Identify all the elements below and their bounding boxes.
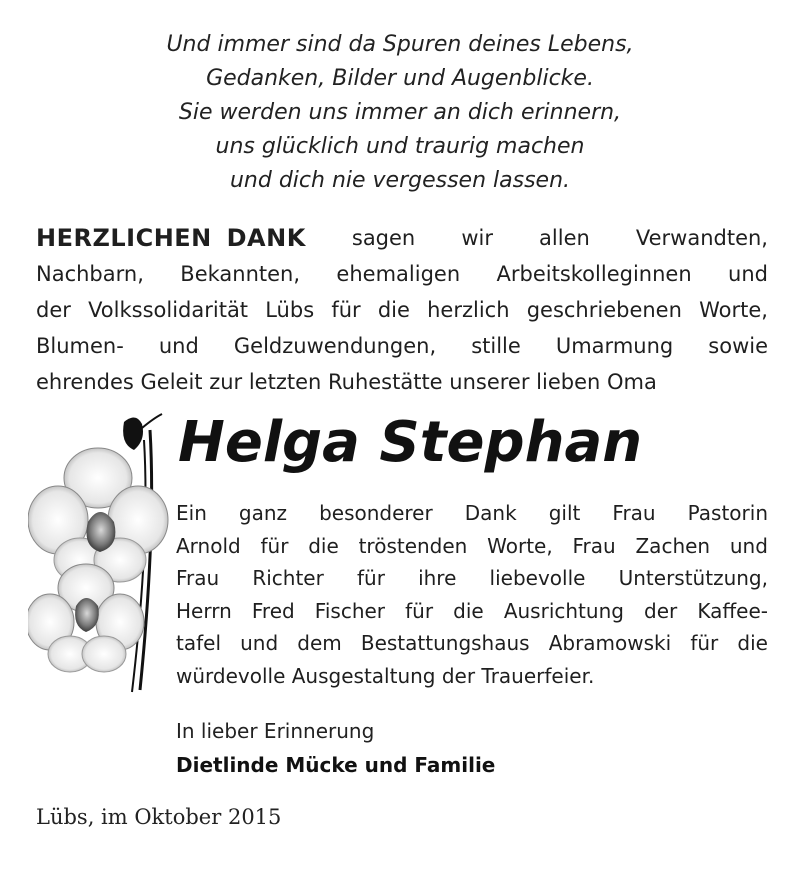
word: für — [690, 631, 719, 655]
word: Bekannten, — [180, 262, 301, 286]
word: die — [377, 298, 410, 322]
word: Worte, — [487, 533, 553, 558]
word: wir — [461, 226, 493, 250]
word: tafel — [176, 631, 221, 655]
word: dem — [297, 631, 342, 655]
word: gilt — [548, 501, 581, 525]
word: Lübs — [265, 298, 315, 322]
word: und — [729, 533, 768, 558]
word: Frau — [176, 566, 220, 590]
word: Richter — [252, 566, 324, 590]
poem-line: Sie werden uns immer an dich erinnern, — [178, 100, 622, 125]
special-thanks-paragraph — [176, 497, 768, 692]
word: Bestattungshaus — [360, 631, 530, 655]
word: allen — [539, 226, 590, 250]
word: und — [158, 334, 199, 358]
word: Frau — [572, 533, 616, 558]
word: stille — [471, 334, 521, 358]
word: Nachbarn, — [36, 262, 144, 286]
poem-line: Gedanken, Bilder und Augenblicke. — [206, 66, 594, 91]
special-line-4 — [176, 595, 768, 628]
word: Dank — [464, 501, 517, 525]
word: Pastorin — [687, 501, 768, 525]
thanks-line-5 — [36, 364, 768, 400]
word: ganz — [238, 501, 288, 525]
word: Blumen- — [36, 334, 124, 358]
word: für — [260, 533, 289, 558]
poem-line: und dich nie vergessen lassen. — [229, 168, 571, 193]
word: Worte, — [699, 298, 768, 322]
word: Geldzuwendungen, — [233, 334, 437, 358]
word: Unterstützung, — [618, 566, 768, 590]
place-date: Lübs, im Oktober 2015 — [36, 805, 282, 829]
special-line-2 — [176, 530, 768, 563]
word: die — [737, 631, 768, 655]
word: Frau — [612, 501, 656, 525]
thanks-paragraph — [36, 220, 768, 400]
thanks-line-4 — [36, 328, 768, 364]
deceased-name: Helga Stephan — [178, 410, 643, 475]
special-line-1 — [176, 497, 768, 530]
poem-line: Und immer sind da Spuren deines Lebens, — [166, 32, 634, 57]
word: Kaffee- — [697, 598, 768, 623]
word: die — [453, 598, 484, 623]
word: sagen — [351, 226, 416, 250]
word: Abramowski — [548, 631, 672, 655]
word: die — [308, 533, 339, 558]
word: Arnold — [176, 533, 241, 558]
word: herzlich — [427, 298, 510, 322]
word: Umarmung — [555, 334, 674, 358]
thanks-line-3 — [36, 292, 768, 328]
word: und — [240, 631, 279, 655]
word: ehemaligen — [336, 262, 461, 286]
thanks-heading: HERZLICHEN DANK — [36, 224, 306, 252]
word: für — [331, 298, 361, 322]
family-signature: Dietlinde Mücke und Familie — [176, 753, 496, 777]
thanks-line-2 — [36, 256, 768, 292]
memory-phrase: In lieber Erinnerung — [176, 719, 375, 743]
word: besonderer — [319, 501, 433, 525]
word: Fred — [251, 598, 295, 623]
word: für — [356, 566, 385, 590]
word: Arbeitskolleginnen — [496, 262, 692, 286]
thanks-line-text: ehrendes Geleit zur letzten Ruhestätte unserer lieben Oma — [36, 370, 657, 394]
thanks-line-1 — [36, 220, 768, 256]
word: und — [728, 262, 768, 286]
word: Fischer — [314, 598, 386, 623]
special-line-5 — [176, 627, 768, 660]
word: Herrn — [176, 598, 232, 623]
special-line-text: würdevolle Ausgestaltung der Trauerfeier. — [176, 663, 595, 688]
special-line-6 — [176, 660, 768, 693]
word: Ausrichtung — [503, 598, 624, 623]
special-line-3 — [176, 562, 768, 595]
word: für — [405, 598, 434, 623]
word: der — [644, 598, 678, 623]
memorial-poem — [0, 28, 800, 198]
word: tröstenden — [358, 533, 468, 558]
word: ihre — [418, 566, 457, 590]
orchid-flower-icon — [28, 410, 178, 700]
word: Volkssolidarität — [88, 298, 249, 322]
word: der — [36, 298, 71, 322]
word: sowie — [708, 334, 768, 358]
word: geschriebenen — [526, 298, 682, 322]
word: Ein — [176, 501, 207, 525]
word: Verwandten, — [635, 226, 768, 250]
poem-line: uns glücklich und traurig machen — [215, 134, 585, 159]
word: liebevolle — [489, 566, 586, 590]
word: Zachen — [635, 533, 711, 558]
